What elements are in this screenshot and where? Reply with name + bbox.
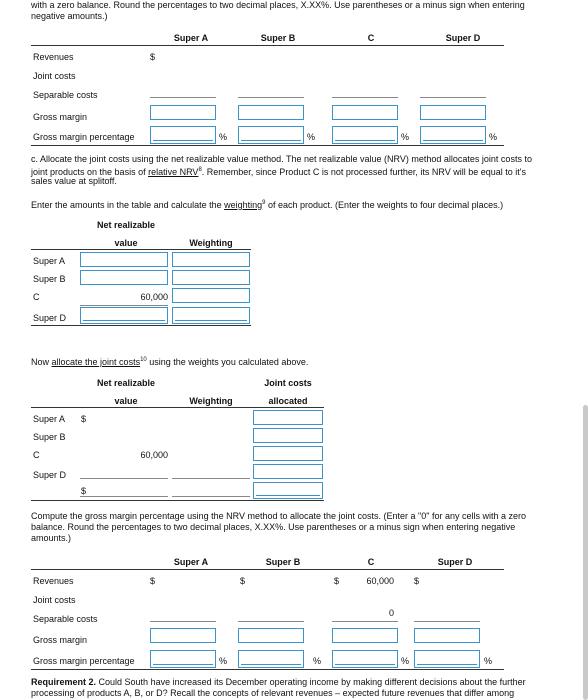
weight-super-b-input[interactable] <box>172 270 250 285</box>
header-rule <box>31 249 251 250</box>
gross-margin-super-a-input[interactable] <box>150 105 216 120</box>
pct-sign: % <box>313 656 322 666</box>
partc-line1: c. Allocate the joint costs using the net realizable value method. The net realizable value (NRV) method allocates joint costs to <box>31 154 532 164</box>
header-weighting: Weighting <box>189 396 233 406</box>
nrv-super-d-input[interactable] <box>80 307 168 324</box>
weight-super-a-input[interactable] <box>172 252 250 267</box>
footnote-9: 9 <box>262 200 266 206</box>
allocate-instruction <box>31 355 308 368</box>
row-super-d: Super D <box>33 313 67 323</box>
gross-margin-c-input[interactable] <box>332 105 398 120</box>
pct-sign: % <box>484 656 493 666</box>
weight-super-d-input[interactable] <box>172 307 250 324</box>
row-separable-costs: Separable costs <box>33 90 98 100</box>
header-super-a: Super A <box>173 557 209 567</box>
row-super-a: Super A <box>33 256 66 266</box>
row-super-b: Super B <box>33 274 66 284</box>
jc-super-d-input[interactable] <box>253 464 323 479</box>
header-c: C <box>367 557 375 567</box>
nrv-gm-super-a-input[interactable] <box>150 628 216 643</box>
header-nrv: Net realizable <box>96 220 156 230</box>
header-value: value <box>114 238 138 248</box>
rule <box>80 478 168 479</box>
rule <box>172 478 250 479</box>
req2-line2: processing of products A, B, or D? Recall the concepts of relevant revenues – expected future revenues that differ among <box>31 688 515 698</box>
nrv-gm-pct-c-input[interactable] <box>332 650 398 668</box>
row-super-b: Super B <box>33 432 66 442</box>
req2-text: Could South have increased its December operating income by making different decisions about the further <box>96 677 526 687</box>
rule <box>150 97 216 98</box>
compute-line3: amounts.) <box>31 533 72 543</box>
gross-margin-super-b-input[interactable] <box>238 105 304 120</box>
relative-nrv-link[interactable]: relative NRV <box>148 167 199 177</box>
nrv-super-a-input[interactable] <box>80 252 168 267</box>
enter-text: Enter the amounts in the table and calculate the <box>31 200 225 210</box>
nrv-c-value: 60,000 <box>140 450 168 460</box>
dollar-sign: $ <box>414 576 420 586</box>
table-bottom-rule <box>31 145 504 146</box>
header-super-b: Super B <box>265 557 301 567</box>
row-super-d: Super D <box>33 470 67 480</box>
jc-c-input[interactable] <box>253 446 323 461</box>
nrv-gm-pct-super-a-input[interactable] <box>150 650 216 668</box>
req2-line1 <box>31 677 526 688</box>
nrv-gm-pct-super-d-input[interactable] <box>414 650 480 668</box>
pct-sign: % <box>219 132 228 142</box>
header-c: C <box>367 33 375 43</box>
dollar-sign: $ <box>334 576 340 586</box>
header-super-d: Super D <box>437 557 473 567</box>
row-separable-costs: Separable costs <box>33 614 98 624</box>
rule <box>332 621 398 622</box>
pct-sign: % <box>489 132 498 142</box>
rule <box>172 496 250 497</box>
row-joint-costs: Joint costs <box>33 71 76 81</box>
weighting-link[interactable]: weighting <box>224 200 263 210</box>
header-joint-costs: Joint costs <box>264 378 312 388</box>
enter-instruction <box>31 198 503 211</box>
allocate-link[interactable]: allocate the joint costs <box>51 357 141 367</box>
c-separable-value: 0 <box>388 608 394 618</box>
jc-total-input[interactable] <box>253 482 323 499</box>
compute-line1: Compute the gross margin percentage using the NRV method to allocate the joint costs. (Enter a "0" for any cells with a zero <box>31 511 526 521</box>
header-super-d: Super D <box>445 33 481 43</box>
compute-line2: balance. Round the percentages to two decimal places, X.XX%. Use parentheses or a minus sign when entering negative <box>31 522 516 532</box>
rule <box>80 496 168 497</box>
pct-sign: % <box>401 132 410 142</box>
header-nrv: Net realizable <box>96 378 156 388</box>
pct-sign: % <box>401 656 410 666</box>
header-rule <box>31 569 504 570</box>
table-bottom-rule <box>31 325 251 326</box>
gross-margin-super-d-input[interactable] <box>420 105 486 120</box>
alloc-text: Now <box>31 357 52 367</box>
rule <box>414 621 480 622</box>
c-revenue-value: 60,000 <box>366 576 394 586</box>
rule <box>150 621 216 622</box>
rule <box>332 97 398 98</box>
rule <box>238 97 304 98</box>
row-gross-margin-pct: Gross margin percentage <box>33 656 135 666</box>
nrv-gm-pct-super-b-input[interactable] <box>238 650 304 668</box>
gm-pct-super-a-input[interactable] <box>150 126 216 144</box>
rule <box>80 305 168 306</box>
intro-line1: with a zero balance. Round the percentages to two decimal places, X.XX%. Use parentheses or a minus sign when entering <box>31 0 525 10</box>
row-c: C <box>33 450 40 460</box>
partc-line3: sales value at splitoff. <box>31 176 117 186</box>
row-gross-margin: Gross margin <box>33 635 88 645</box>
row-revenues: Revenues <box>33 576 74 586</box>
dollar-sign: $ <box>81 414 87 424</box>
table-bottom-rule <box>31 669 504 670</box>
header-rule <box>31 407 324 408</box>
scrollbar-thumb[interactable] <box>583 405 588 700</box>
enter-text: of each product. (Enter the weights to four decimal places.) <box>265 200 504 210</box>
rule <box>420 97 486 98</box>
jc-super-b-input[interactable] <box>253 428 323 443</box>
nrv-gm-c-input[interactable] <box>332 628 398 643</box>
partc-text: joint products on the basis of <box>31 167 149 177</box>
row-super-a: Super A <box>33 414 66 424</box>
gm-pct-super-d-input[interactable] <box>420 126 486 144</box>
dollar-sign: $ <box>150 52 156 62</box>
intro-line2: negative amounts.) <box>31 11 108 21</box>
header-rule <box>31 45 504 46</box>
header-super-a: Super A <box>173 33 209 43</box>
row-gross-margin-pct: Gross margin percentage <box>33 132 135 142</box>
gm-pct-super-b-input[interactable] <box>238 126 304 144</box>
nrv-gm-super-b-input[interactable] <box>238 628 304 643</box>
alloc-text: using the weights you calculated above. <box>146 357 309 367</box>
table-bottom-rule <box>31 500 324 501</box>
dollar-sign: $ <box>150 576 156 586</box>
dollar-sign: $ <box>240 576 246 586</box>
row-revenues: Revenues <box>33 52 74 62</box>
nrv-gm-super-d-input[interactable] <box>414 628 480 643</box>
row-gross-margin: Gross margin <box>33 112 88 122</box>
dollar-sign: $ <box>81 486 87 496</box>
rule <box>238 621 304 622</box>
weight-c-input[interactable] <box>172 288 250 303</box>
header-allocated: allocated <box>268 396 308 406</box>
nrv-super-b-input[interactable] <box>80 270 168 285</box>
partc-text: . Remember, since Product C is not processed further, its NRV will be equal to it's <box>201 167 526 177</box>
header-value: value <box>114 396 138 406</box>
header-weighting: Weighting <box>189 238 233 248</box>
jc-super-a-input[interactable] <box>253 410 323 425</box>
row-joint-costs: Joint costs <box>33 595 76 605</box>
pct-sign: % <box>219 656 228 666</box>
req2-label: Requirement 2. <box>31 677 97 687</box>
gm-pct-c-input[interactable] <box>332 126 398 144</box>
row-c: C <box>33 292 40 302</box>
nrv-c-value: 60,000 <box>140 292 168 302</box>
footnote-10: 10 <box>140 357 147 363</box>
header-super-b: Super B <box>260 33 296 43</box>
footnote-8: 8 <box>198 167 202 173</box>
pct-sign: % <box>307 132 316 142</box>
